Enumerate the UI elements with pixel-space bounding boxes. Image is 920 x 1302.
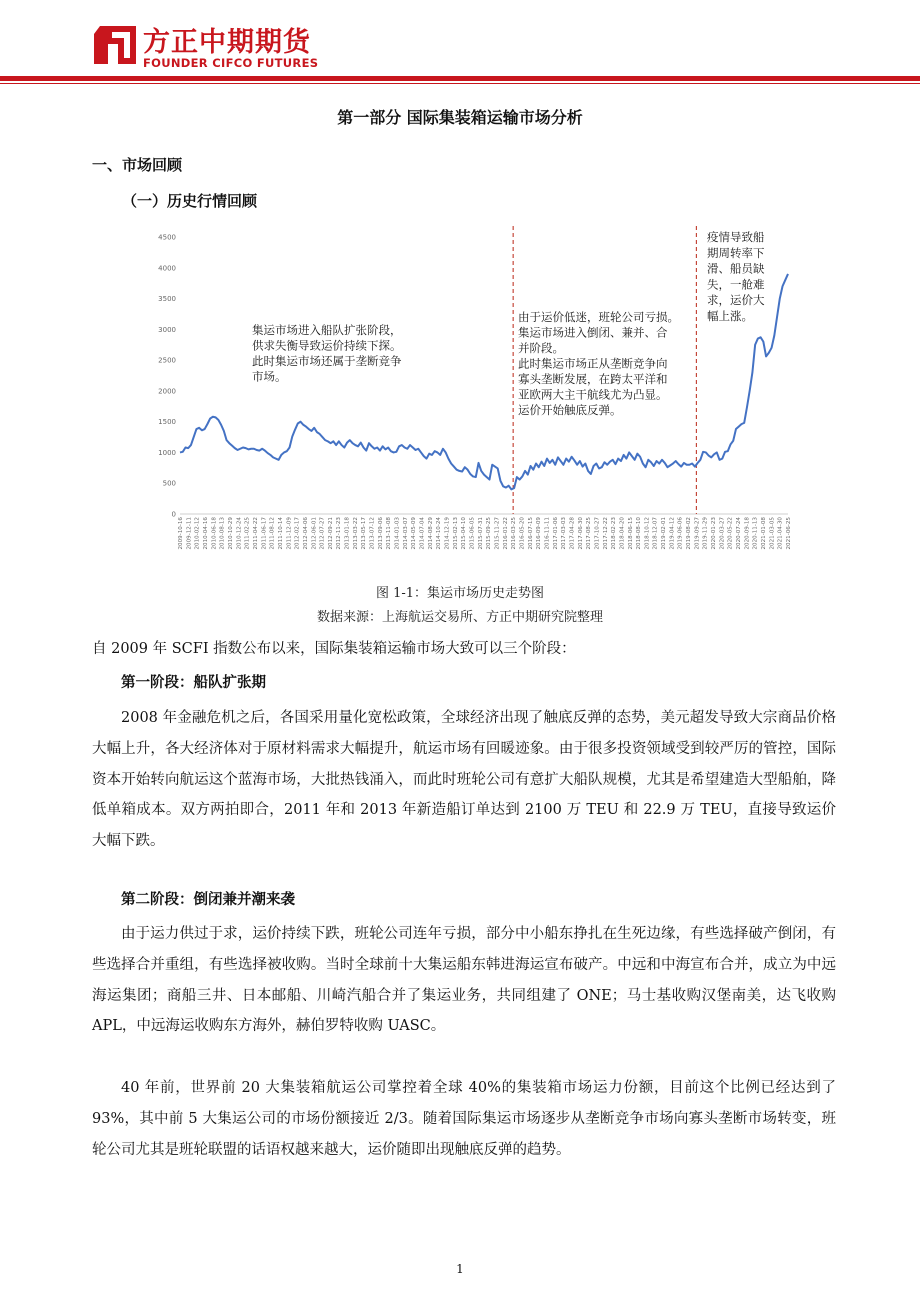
x-tick-label: 2009-10-16 bbox=[178, 517, 184, 550]
x-tick-label: 2015-04-10 bbox=[461, 517, 468, 550]
x-tick-label: 2014-12-19 bbox=[444, 517, 451, 550]
x-tick-label: 2016-07-15 bbox=[527, 517, 534, 550]
x-tick-label: 2016-11-11 bbox=[544, 517, 551, 550]
x-tick-label: 2014-05-09 bbox=[411, 517, 418, 550]
x-tick-label: 2011-10-14 bbox=[277, 517, 284, 550]
x-tick-label: 2011-04-22 bbox=[252, 517, 259, 550]
stage2-title: 第二阶段：倒闭兼并潮来袭 bbox=[121, 892, 295, 908]
x-tick-label: 2014-03-07 bbox=[402, 517, 409, 550]
founder-logo-icon bbox=[92, 22, 138, 68]
x-tick-label: 2010-04-16 bbox=[202, 517, 209, 550]
x-tick-label: 2017-03-03 bbox=[561, 517, 568, 550]
x-tick-label: 2013-05-17 bbox=[361, 517, 368, 550]
x-tick-label: 2013-03-22 bbox=[352, 517, 359, 550]
header-rule-thin bbox=[0, 83, 920, 84]
heading-history-review: （一）历史行情回顾 bbox=[122, 192, 258, 210]
x-tick-label: 2019-04-12 bbox=[669, 517, 676, 550]
x-tick-label: 2011-02-25 bbox=[244, 517, 251, 550]
annotation-text-line: 求，运价大 bbox=[707, 293, 765, 308]
annotation-text-line: 寡头垄断发展，在跨太平洋和 bbox=[518, 372, 668, 386]
freight-history-line-chart bbox=[140, 222, 800, 574]
annotation-text-line: 此时集运市场正从垄断竞争向 bbox=[518, 356, 668, 371]
x-tick-label: 2018-04-20 bbox=[619, 517, 626, 550]
heading-market-review: 一、市场回顾 bbox=[92, 156, 183, 174]
x-tick-label: 2021-04-30 bbox=[777, 517, 784, 550]
stage1-title: 第一阶段：船队扩张期 bbox=[121, 675, 266, 691]
x-tick-label: 2018-12-07 bbox=[652, 517, 659, 550]
annotation-text-line: 亚欧两大主干航线尤为凸显。 bbox=[518, 387, 668, 402]
x-tick-label: 2018-08-10 bbox=[636, 517, 643, 550]
x-tick-label: 2011-06-17 bbox=[261, 517, 268, 550]
section-title: 第一部分 国际集装箱运输市场分析 bbox=[337, 108, 583, 127]
annotation-text-line: 集运市场进入倒闭、兼并、合 bbox=[518, 325, 668, 340]
x-tick-label: 2020-11-13 bbox=[752, 517, 759, 550]
x-tick-label: 2014-01-03 bbox=[394, 517, 401, 550]
y-tick-label: 500 bbox=[162, 479, 176, 488]
x-tick-label: 2011-08-12 bbox=[269, 517, 276, 550]
x-tick-label: 2020-07-24 bbox=[736, 517, 743, 550]
x-tick-label: 2017-08-25 bbox=[586, 517, 593, 550]
annotation-text-line: 期周转率下 bbox=[707, 245, 765, 260]
annotation-text-line: 供求失衡导致运价持续下探。 bbox=[252, 338, 402, 353]
x-tick-label: 2019-06-06 bbox=[677, 517, 684, 550]
stage2-paragraph: 由于运力供过于求，运价持续下跌，班轮公司连年亏损，部分中小船东挣扎在生死边缘，有些选择破产倒闭，有些选择合并重组，有些选择被收购。当时全球前十大集运船东韩进海运宣布破产。中远和中海宣布合并，成立为中远海运集团；商船三井、日本邮船、川崎汽船合并了集运业务，共同组建了 ONE；马士基收购汉堡南美，达飞收购 APL，中远海运收购东方海外，赫伯罗特收购 UASC。 bbox=[92, 926, 836, 1035]
annotation-text-line: 由于运价低迷，班轮公司亏损。 bbox=[518, 310, 679, 324]
y-tick-label: 1000 bbox=[158, 448, 176, 457]
x-tick-label: 2015-11-27 bbox=[494, 517, 501, 550]
y-tick-label: 3500 bbox=[158, 295, 176, 304]
page-number: 1 bbox=[456, 1262, 464, 1276]
x-tick-label: 2012-02-17 bbox=[294, 517, 301, 550]
x-tick-label: 2019-09-27 bbox=[694, 517, 701, 550]
y-tick-label: 0 bbox=[171, 510, 176, 519]
intro-paragraph: 自 2009 年 SCFI 指数公布以来，国际集装箱运输市场大致可以三个阶段： bbox=[92, 641, 576, 657]
x-tick-label: 2017-01-06 bbox=[552, 517, 559, 550]
x-tick-label: 2013-01-18 bbox=[344, 517, 351, 550]
x-tick-label: 2015-09-25 bbox=[486, 517, 493, 550]
x-tick-label: 2016-05-20 bbox=[519, 517, 526, 550]
annotations bbox=[252, 230, 765, 417]
x-tick-label: 2021-03-05 bbox=[769, 517, 776, 550]
x-tick-label: 2019-11-29 bbox=[702, 517, 709, 550]
x-tick-label: 2016-09-09 bbox=[536, 517, 543, 550]
x-tick-label: 2010-02-12 bbox=[194, 517, 201, 550]
y-tick-label: 4000 bbox=[158, 264, 176, 273]
annotation-text-line: 幅上涨。 bbox=[707, 309, 753, 323]
x-tick-label: 2010-08-13 bbox=[219, 517, 226, 550]
x-tick-label: 2015-06-05 bbox=[469, 517, 476, 550]
logo-english-name: FOUNDER CIFCO FUTURES bbox=[143, 56, 319, 70]
annotation-text-line: 此时集运市场还属于垄断竞争 bbox=[252, 354, 402, 368]
page-header bbox=[0, 0, 920, 86]
annotation-text-line: 市场。 bbox=[252, 369, 287, 384]
x-tick-label: 2020-01-23 bbox=[711, 517, 718, 550]
x-tick-label: 2017-12-22 bbox=[602, 517, 609, 550]
x-tick-label: 2012-06-01 bbox=[311, 517, 318, 550]
annotation-text-line: 滑、船员缺 bbox=[707, 261, 765, 276]
stage2-paragraph-2: 40 年前，世界前 20 大集装箱航运公司掌控着全球 40%的集装箱市场运力份额，目前这个比例已经达到了 93%，其中前 5 大集运公司的市场份额接近 2/3。随着国际集运市场逐步从垄断竞争市场向寡头垄断市场转变，班轮公司尤其是班轮联盟的话语权越来越大，运价随即出现触底反弹的趋势。 bbox=[92, 1080, 836, 1158]
x-tick-label: 2010-10-29 bbox=[227, 517, 234, 550]
x-tick-label: 2013-11-08 bbox=[386, 517, 393, 550]
x-tick-label: 2015-07-31 bbox=[477, 517, 484, 550]
logo-chinese-name: 方正中期期货 bbox=[143, 27, 311, 58]
x-tick-label: 2010-06-18 bbox=[211, 517, 218, 550]
x-tick-label: 2018-10-12 bbox=[644, 517, 651, 550]
x-tick-label: 2020-05-22 bbox=[727, 517, 734, 550]
x-tick-label: 2020-09-18 bbox=[744, 517, 751, 550]
x-tick-label: 2017-06-30 bbox=[577, 517, 584, 550]
x-tick-label: 2016-03-25 bbox=[511, 517, 518, 550]
x-tick-label: 2017-10-27 bbox=[594, 517, 601, 550]
header-rule bbox=[0, 76, 920, 81]
x-tick-label: 2021-06-25 bbox=[786, 517, 792, 550]
x-tick-label: 2013-09-06 bbox=[377, 517, 384, 550]
annotation-text-line: 集运市场进入船队扩张阶段， bbox=[252, 323, 402, 337]
x-tick-label: 2018-06-15 bbox=[627, 517, 634, 550]
figure-source: 数据来源：上海航运交易所、方正中期研究院整理 bbox=[316, 610, 603, 625]
x-tick-label: 2014-08-29 bbox=[427, 517, 434, 550]
x-tick-label: 2012-07-27 bbox=[319, 517, 326, 550]
x-tick-label: 2018-02-23 bbox=[611, 517, 618, 550]
x-tick-label: 2012-09-21 bbox=[327, 517, 334, 550]
x-tick-label: 2019-02-01 bbox=[661, 517, 668, 550]
x-tick-label: 2021-01-08 bbox=[761, 517, 768, 550]
x-tick-label: 2020-03-27 bbox=[719, 517, 726, 550]
x-tick-label: 2011-12-09 bbox=[286, 517, 293, 550]
x-tick-label: 2016-01-22 bbox=[502, 517, 509, 550]
x-tick-label: 2010-12-24 bbox=[236, 517, 243, 550]
x-tick-label: 2015-02-13 bbox=[452, 517, 459, 550]
annotation-text-line: 疫情导致船 bbox=[707, 230, 765, 244]
annotation-text-line: 失，一舱难 bbox=[707, 277, 765, 292]
x-tick-label: 2014-10-24 bbox=[436, 517, 443, 550]
annotation-text-line: 并阶段。 bbox=[518, 341, 564, 355]
x-tick-label: 2019-08-02 bbox=[686, 517, 693, 550]
annotation-text-line: 运价开始触底反弹。 bbox=[518, 403, 622, 417]
stage1-paragraph: 2008 年金融危机之后，各国采用量化宽松政策，全球经济出现了触底反弹的态势，美元超发导致大宗商品价格大幅上升，各大经济体对于原材料需求大幅提升，航运市场有回暖迹象。由于很多投资领域受到较严厉的管控，国际资本开始转向航运这个蓝海市场，大批热钱涌入，而此时班轮公司有意扩大船队规模，尤其是希望建造大型船舶，降低单箱成本。双方两拍即合，2011 年和 2013 年新造船订单达到 2100 万 TEU 和 22.9 万 TEU，直接导致运价大幅下跌。 bbox=[92, 710, 836, 850]
x-tick-label: 2012-11-23 bbox=[336, 517, 343, 550]
figure-caption: 图 1-1：集运市场历史走势图 bbox=[375, 586, 545, 601]
x-tick-label: 2014-07-04 bbox=[419, 517, 426, 550]
y-tick-label: 3000 bbox=[158, 325, 176, 334]
y-tick-label: 2000 bbox=[158, 387, 176, 396]
y-tick-label: 1500 bbox=[158, 418, 176, 427]
x-tick-label: 2012-04-06 bbox=[302, 517, 309, 550]
y-tick-label: 2500 bbox=[158, 356, 176, 365]
x-tick-label: 2009-12-11 bbox=[186, 517, 193, 550]
x-axis bbox=[178, 514, 792, 550]
x-tick-label: 2013-07-12 bbox=[369, 517, 376, 550]
y-axis bbox=[158, 234, 176, 519]
y-tick-label: 4500 bbox=[158, 233, 176, 242]
x-tick-label: 2017-04-28 bbox=[569, 517, 576, 550]
